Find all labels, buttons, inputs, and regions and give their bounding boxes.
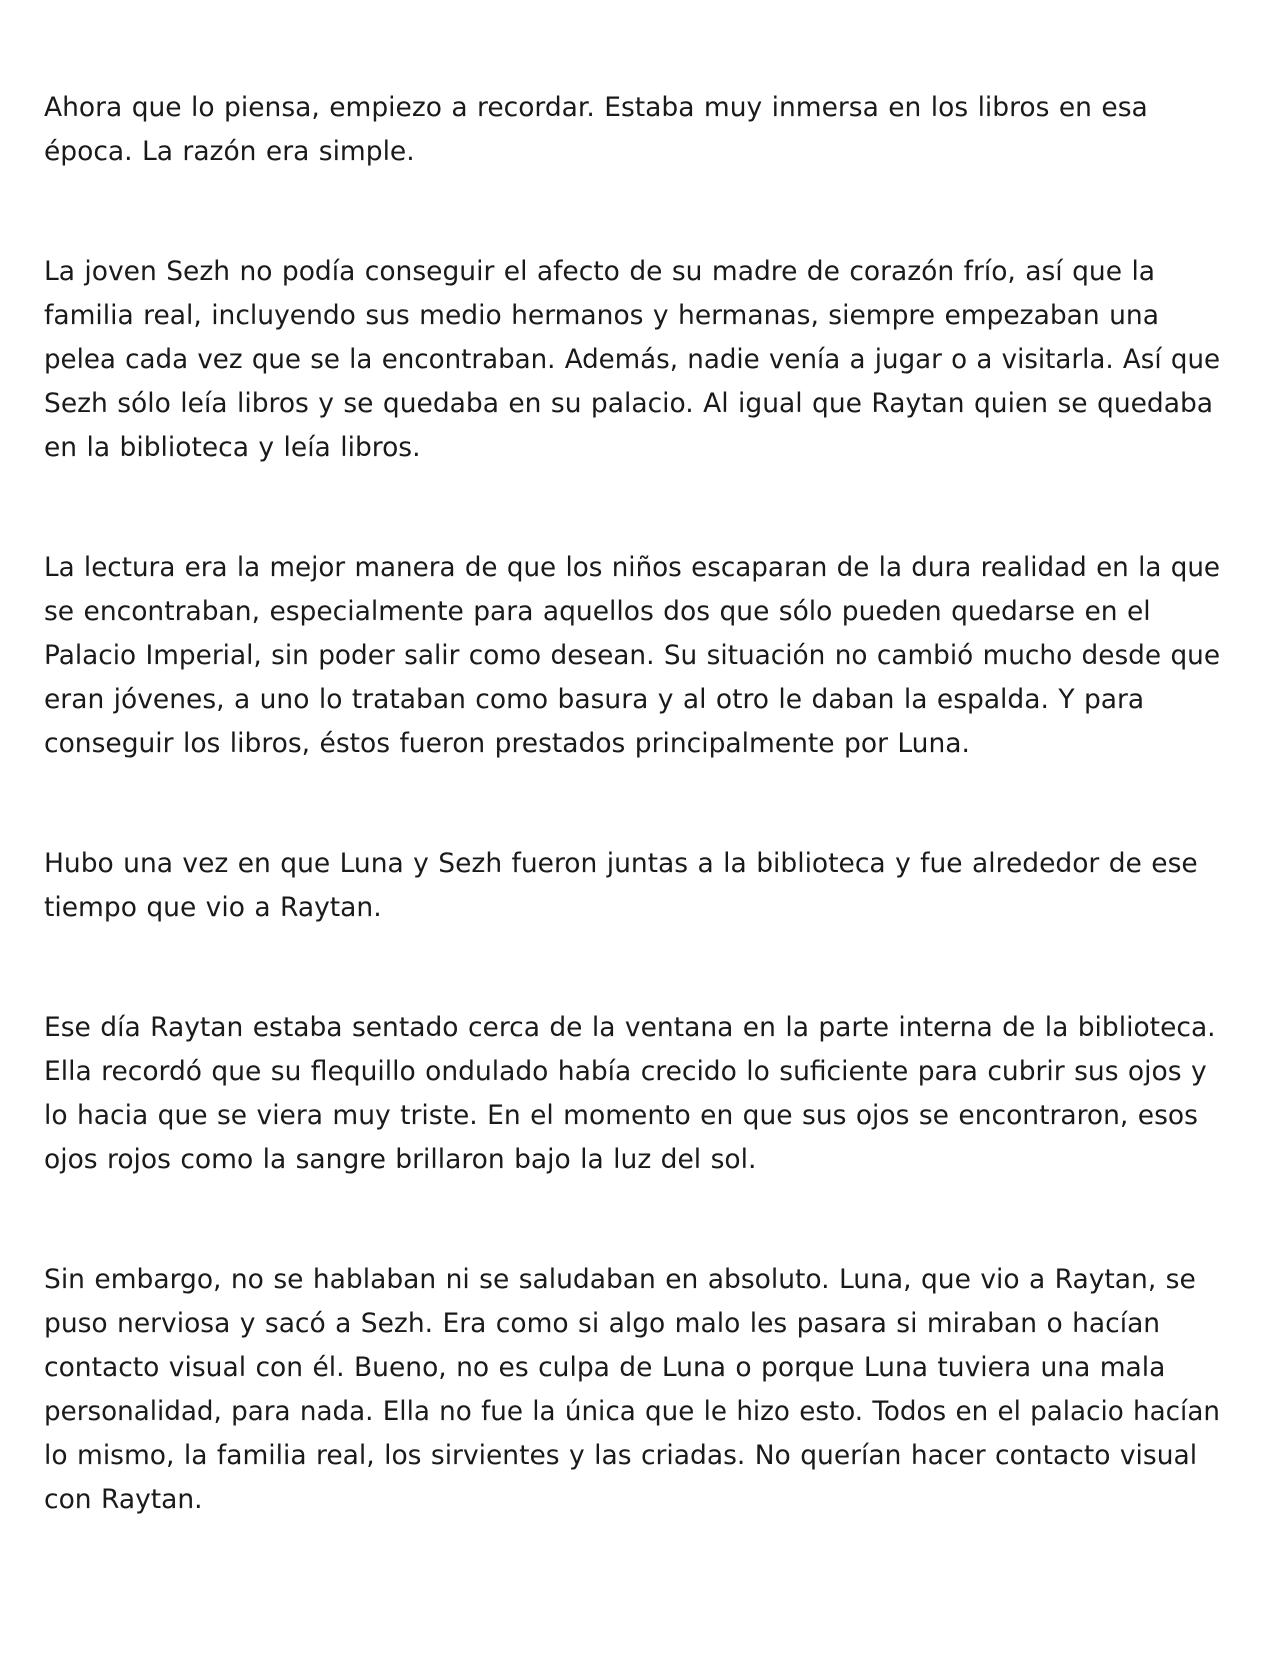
text-line: Ahora que lo piensa, empiezo a recordar. Estaba muy inmersa en los libros en esa (44, 92, 1148, 123)
paragraph-4 (44, 842, 1220, 930)
text-line: en la biblioteca y leía libros. (44, 432, 421, 463)
text-line: La joven Sezh no podía conseguir el afecto de su madre de corazón frío, así que la (44, 256, 1156, 287)
text-line: época. La razón era simple. (44, 136, 415, 167)
text-line: se encontraban, especialmente para aquellos dos que sólo pueden quedarse en el (44, 596, 1151, 627)
text-line: Sezh sólo leía libros y se quedaba en su palacio. Al igual que Raytan quien se quedaba (44, 388, 1214, 419)
text-line: ojos rojos como la sangre brillaron bajo la luz del sol. (44, 1144, 757, 1175)
text-line: tiempo que vio a Raytan. (44, 892, 382, 923)
text-line: con Raytan. (44, 1484, 203, 1515)
text-line: puso nerviosa y sacó a Sezh. Era como si algo malo les pasara si miraban o hacían (44, 1308, 1161, 1339)
text-line: lo mismo, la familia real, los sirvientes y las criadas. No querían hacer contacto visual (44, 1440, 1198, 1471)
text-line: personalidad, para nada. Ella no fue la única que le hizo esto. Todos en el palacio hacían (44, 1396, 1220, 1427)
paragraph-1 (44, 86, 1220, 174)
text-line: La lectura era la mejor manera de que los niños escaparan de la dura realidad en la que (44, 552, 1221, 583)
text-line: contacto visual con él. Bueno, no es culpa de Luna o porque Luna tuviera una mala (44, 1352, 1166, 1383)
text-line: Hubo una vez en que Luna y Sezh fueron juntas a la biblioteca y fue alrededor de ese (44, 848, 1198, 879)
paragraph-2 (44, 250, 1220, 470)
text-line: Ella recordó que su flequillo ondulado había crecido lo suficiente para cubrir sus ojos y (44, 1056, 1207, 1087)
text-line: familia real, incluyendo sus medio hermanos y hermanas, siempre empezaban una (44, 300, 1159, 331)
text-line: lo hacia que se viera muy triste. En el momento en que sus ojos se encontraron, esos (44, 1100, 1198, 1131)
text-line: Sin embargo, no se hablaban ni se saludaban en absoluto. Luna, que vio a Raytan, se (44, 1264, 1196, 1295)
text-line: Palacio Imperial, sin poder salir como desean. Su situación no cambió mucho desde que (44, 640, 1221, 671)
paragraph-6 (44, 1258, 1220, 1522)
text-line: conseguir los libros, éstos fueron prestados principalmente por Luna. (44, 728, 970, 759)
text-line: eran jóvenes, a uno lo trataban como basura y al otro le daban la espalda. Y para (44, 684, 1145, 715)
paragraph-5 (44, 1006, 1220, 1182)
paragraph-3 (44, 546, 1220, 766)
text-line: pelea cada vez que se la encontraban. Además, nadie venía a jugar o a visitarla. Así que (44, 344, 1221, 375)
text-line: Ese día Raytan estaba sentado cerca de la ventana en la parte interna de la biblioteca. (44, 1012, 1216, 1043)
